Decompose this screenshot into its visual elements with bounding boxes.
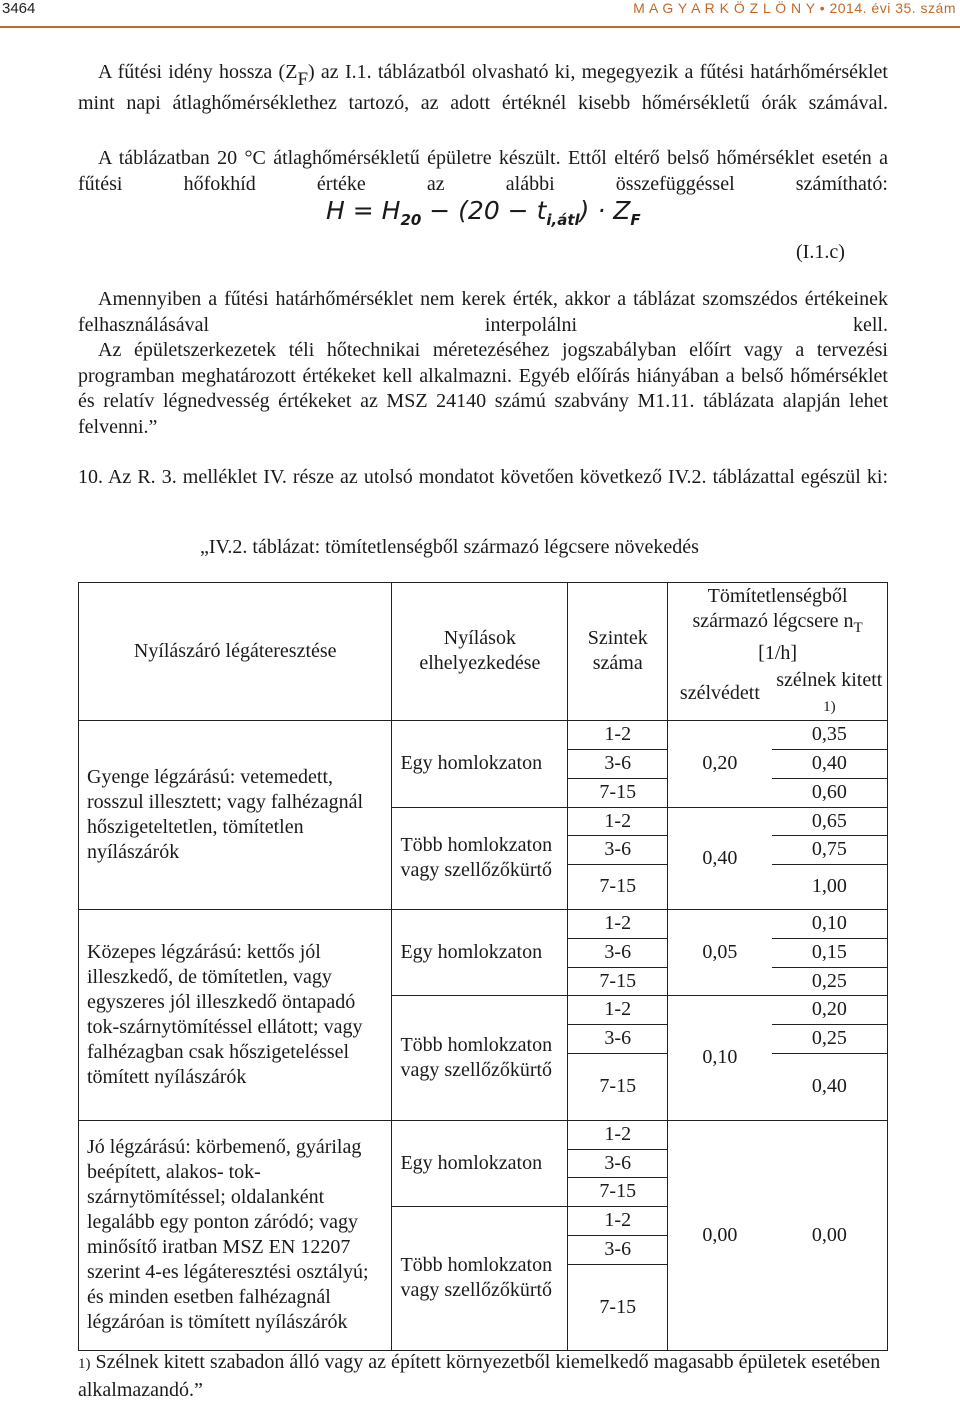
table-header-row — [79, 583, 888, 668]
footnote-mark: 1) — [78, 1356, 91, 1372]
table-row — [79, 1120, 888, 1149]
footnote-text: Szélnek kitett szabadon álló vagy az épített környezetből kiemelkedő magasabb épületek esetében alkalmazandó.” — [78, 1351, 881, 1401]
category-poor: Gyenge légzárású: vetemedett, rosszul illesztett; vagy falhézagnál hőszigeteltetlen, tömítetlen nyílászárók — [79, 720, 392, 909]
header-openings-location: Nyílások elhelyezkedése — [392, 583, 568, 721]
paragraph-heating-season — [78, 60, 888, 116]
footnote — [78, 1350, 888, 1403]
sheltered-value: 0,10 — [668, 995, 772, 1120]
levels-cell: 1-2 — [568, 807, 668, 835]
levels-cell: 1-2 — [568, 1206, 668, 1235]
exposed-value: 0,60 — [772, 778, 888, 807]
equation-number: (I.1.c) — [796, 241, 845, 263]
levels-cell: 1-2 — [568, 720, 668, 749]
air-change-table — [78, 582, 888, 1351]
sheltered-value: 0,00 — [668, 1120, 772, 1350]
category-good: Jó légzárású: körbemenő, gyárilag beépített, alakos- tok-szárnytömítéssel; oldalanként legalább egy ponton záródó; vagy minősítő iratban MSZ EN 12207 szerint 4-es légáteresztési osztályú; és minden esetben falhézagnál légzáróan is tömített nyílászárók — [79, 1120, 392, 1350]
header-sheltered: szélvédett — [668, 668, 772, 721]
formula-degree-day — [326, 196, 641, 229]
p1-text-a: A fűtési idény hossza (Z — [98, 61, 298, 83]
p1-text-b: ) az I.1. táblázatból olvasható ki, megegyezik a fűtési határhőmérséklet mint napi átlaghőmérséklethez tartozó, az adott értéknél kisebb hőmérsékletű órák számával. — [78, 61, 888, 114]
levels-cell: 7-15 — [568, 1177, 668, 1206]
levels-cell: 7-15 — [568, 1264, 668, 1350]
exposed-value: 1,00 — [772, 864, 888, 909]
header-exposed-label: szélnek kitett — [776, 668, 883, 691]
levels-cell: 1-2 — [568, 909, 668, 938]
levels-cell: 7-15 — [568, 864, 668, 909]
exposed-value: 0,25 — [772, 967, 888, 995]
journal-title: M A G Y A R K Ö Z L Ö N Y • 2014. évi 35. szám — [633, 0, 956, 16]
paragraph-design-values: Az épületszerkezetek téli hőtechnikai méretezéséhez jogszabályban előírt vagy a tervezési programban meghatározott értékeket kell alkalmazni. Egyéb előírás hiányában a belső hőmérséklet és relatív légnedvesség értékeket az MSZ 24140 számú szabvány M1.11. táblázata alapján lehet felvenni.” — [78, 339, 888, 438]
levels-cell: 1-2 — [568, 995, 668, 1024]
category-medium: Közepes légzárású: kettős jól illeszkedő, de tömítetlen, vagy egyszeres jól illeszkedő öntapadó tok-szárnytömítéssel ellátott; vagy falhézagban csak hőszigeteléssel tömített nyílászárók — [79, 909, 392, 1120]
location-multi-facade: Több homlokzaton vagy szellőzőkürtő — [392, 1206, 568, 1350]
exposed-value: 0,75 — [772, 835, 888, 864]
exposed-value: 0,20 — [772, 995, 888, 1024]
header-exposed — [772, 668, 888, 721]
sheltered-value: 0,05 — [668, 909, 772, 995]
sheltered-value: 0,40 — [668, 807, 772, 909]
exposed-value: 0,40 — [772, 1053, 888, 1120]
header-air-change-b: [1/h] — [758, 642, 798, 665]
formula-part-a: H = H — [326, 196, 401, 225]
exposed-value: 0,25 — [772, 1024, 888, 1053]
header-rule — [0, 26, 960, 28]
formula-part-c: ) · Z — [579, 196, 631, 225]
location-multi-facade: Több homlokzaton vagy szellőzőkürtő — [392, 807, 568, 909]
location-one-facade: Egy homlokzaton — [392, 909, 568, 995]
paragraph-amendment: 10. Az R. 3. melléklet IV. része az utolsó mondatot követően következő IV.2. táblázattal egészül ki: — [78, 466, 888, 488]
exposed-value: 0,40 — [772, 749, 888, 778]
levels-cell: 7-15 — [568, 778, 668, 807]
formula-sub-20: 20 — [400, 211, 422, 229]
header-permeability: Nyílászáró légáteresztése — [79, 583, 392, 721]
location-multi-facade: Több homlokzaton vagy szellőzőkürtő — [392, 995, 568, 1120]
exposed-value: 0,15 — [772, 938, 888, 967]
levels-cell: 3-6 — [568, 1024, 668, 1053]
header-exposed-note: 1) — [823, 698, 836, 715]
levels-cell: 3-6 — [568, 1149, 668, 1177]
paragraph-table-basis: A táblázatban 20 °C átlaghőmérsékletű épületre készült. Ettől eltérő belső hőmérséklet esetén a fűtési hőfokhíd értéke az alábbi összefüggéssel számítható: — [78, 147, 888, 195]
table-row — [79, 720, 888, 749]
exposed-value: 0,35 — [772, 720, 888, 749]
location-one-facade: Egy homlokzaton — [392, 720, 568, 807]
header-air-change — [668, 583, 888, 668]
location-one-facade: Egy homlokzaton — [392, 1120, 568, 1206]
page-number: 3464 — [2, 0, 36, 17]
sheltered-value: 0,20 — [668, 720, 772, 807]
p1-subscript: F — [297, 69, 309, 90]
formula-part-b: − (20 − t — [421, 196, 547, 225]
levels-cell: 3-6 — [568, 1235, 668, 1264]
levels-cell: 3-6 — [568, 835, 668, 864]
header-air-change-sub: T — [853, 620, 863, 637]
exposed-value: 0,10 — [772, 909, 888, 938]
levels-cell: 3-6 — [568, 749, 668, 778]
exposed-value: 0,65 — [772, 807, 888, 835]
header-levels: Szintek száma — [568, 583, 668, 721]
formula-sub-f: F — [630, 211, 641, 229]
header-air-change-a: Tömítetlenségből származó légcsere n — [692, 585, 854, 633]
exposed-value: 0,00 — [772, 1120, 888, 1350]
formula-sub-t: i,átl — [546, 211, 580, 229]
table-row — [79, 909, 888, 938]
levels-cell: 3-6 — [568, 938, 668, 967]
paragraph-interpolation: Amennyiben a fűtési határhőmérséklet nem kerek érték, akkor a táblázat szomszédos értékeinek felhasználásával interpolálni kell. — [78, 288, 888, 336]
levels-cell: 7-15 — [568, 967, 668, 995]
levels-cell: 1-2 — [568, 1120, 668, 1149]
table-caption: „IV.2. táblázat: tömítetlenségből származó légcsere növekedés — [200, 536, 699, 558]
page-header — [0, 0, 960, 22]
levels-cell: 7-15 — [568, 1053, 668, 1120]
